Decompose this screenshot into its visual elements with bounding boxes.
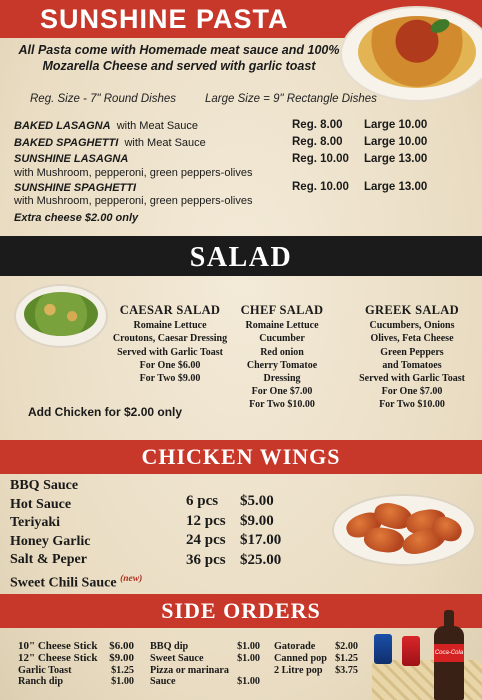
side-item: Canned pop $1.25 <box>274 652 358 664</box>
pasta-item-toppings: with Mushroom, pepperoni, green peppers-olives <box>14 167 253 179</box>
side-item: Sweet Sauce $1.00 <box>150 652 260 664</box>
pasta-large-price: Large 13.00 <box>364 181 428 193</box>
wing-sauce: BBQ Sauce <box>10 478 79 493</box>
extra-cheese-note: Extra cheese $2.00 only <box>14 212 139 224</box>
side-column-2 <box>150 641 260 688</box>
sides-header-band <box>0 594 482 628</box>
side-item: Ranch dip $1.00 <box>18 676 134 688</box>
wing-price-row: 6 pcs $5.00 <box>186 493 274 509</box>
coke-can-image <box>402 636 420 666</box>
pasta-reg-price: Reg. 8.00 <box>292 136 343 148</box>
garlic-bread-image <box>372 660 482 700</box>
bottle-label: Coca-Cola <box>434 644 464 662</box>
wing-sauce: Salt & Peper <box>10 552 87 567</box>
pasta-large-price: Large 10.00 <box>364 136 428 148</box>
wing-price-row: 36 pcs $25.00 <box>186 551 282 568</box>
side-column-1 <box>18 641 134 688</box>
wing-sauce-list <box>10 477 142 593</box>
pasta-reg-price: Reg. 10.00 <box>292 153 349 165</box>
caesar-salad: CAESAR SALAD Romaine Lettuce Croutons, Caesar Dressing Served with Garlic Toast For One $6.00 For Two $9.00 <box>112 303 228 385</box>
pasta-item-toppings: with Mushroom, pepperoni, green peppers-olives <box>14 195 253 207</box>
greek-salad: GREEK SALAD Cucumbers, Onions Olives, Feta Cheese Green Peppers and Tomatoes Served with Garlic Toast For One $7.00 For Two $10.00 <box>359 303 465 411</box>
pasta-large-price: Large 13.00 <box>364 153 428 165</box>
side-item: BBQ dip $1.00 <box>150 641 260 652</box>
wing-sauce: Sweet Chili Sauce $^{(new)}$ <box>10 573 143 591</box>
wings-header-band <box>0 440 482 474</box>
pepsi-can-image <box>374 634 392 664</box>
coke-bottle-image <box>434 610 464 700</box>
wing-price-list <box>186 492 281 570</box>
wing-sauce: Teriyaki <box>10 515 61 530</box>
add-chicken-note: Add Chicken for $2.00 only <box>28 405 183 419</box>
side-item: Pizza or marinara <box>150 664 230 676</box>
pasta-reg-price: Reg. 8.00 <box>292 119 343 131</box>
salad-title: SALAD <box>189 242 293 273</box>
wing-sauce: Honey Garlic <box>10 533 91 549</box>
side-item: 2 Litre pop $3.75 <box>274 664 358 676</box>
pasta-item: SUNSHINE LASAGNA <box>14 153 129 165</box>
spaghetti-plate-image <box>340 6 482 102</box>
salad-bowl-image <box>14 284 108 348</box>
side-column-3 <box>274 641 358 676</box>
wing-price-row: 12 pcs $9.00 <box>186 512 274 529</box>
wings-title: CHICKEN WINGS <box>141 444 341 469</box>
salad-header-band <box>0 236 482 276</box>
pasta-title: SUNSHINE PASTA <box>40 4 289 34</box>
side-item: 12" Cheese Stick $9.00 <box>18 651 134 664</box>
wing-price-row: 24 pcs $17.00 <box>186 532 282 548</box>
wing-sauce: Hot Sauce <box>10 496 72 512</box>
pasta-intro: All Pasta come with Homemade meat sauce and 100% Mozarella Cheese and served with garlic toast <box>18 43 340 73</box>
chef-salad: CHEF SALAD Romaine Lettuce Cucumber Red onion Cherry Tomatoe Dressing For One $7.00 For Two $10.00 <box>240 303 324 411</box>
new-tag: (new) <box>120 573 143 584</box>
side-item: Sauce $1.00 <box>150 676 260 688</box>
pasta-item: BAKED SPAGHETTI with Meat Sauce <box>14 137 206 149</box>
pasta-large-price: Large 10.00 <box>364 119 428 131</box>
reg-size-note: Reg. Size - 7" Round Dishes <box>30 93 176 105</box>
side-item: Gatorade $2.00 <box>274 641 358 652</box>
large-size-note: Large Size = 9" Rectangle Dishes <box>205 93 377 105</box>
wings-plate-image <box>332 494 476 566</box>
side-item: Garlic Toast $1.25 <box>18 664 134 676</box>
side-item: 10" Cheese Stick $6.00 <box>18 640 134 652</box>
pasta-item: SUNSHINE SPAGHETTI <box>14 182 137 194</box>
pasta-item: BAKED LASAGNA with Meat Sauce <box>14 120 199 132</box>
pasta-reg-price: Reg. 10.00 <box>292 181 349 193</box>
sides-title: SIDE ORDERS <box>161 598 321 623</box>
